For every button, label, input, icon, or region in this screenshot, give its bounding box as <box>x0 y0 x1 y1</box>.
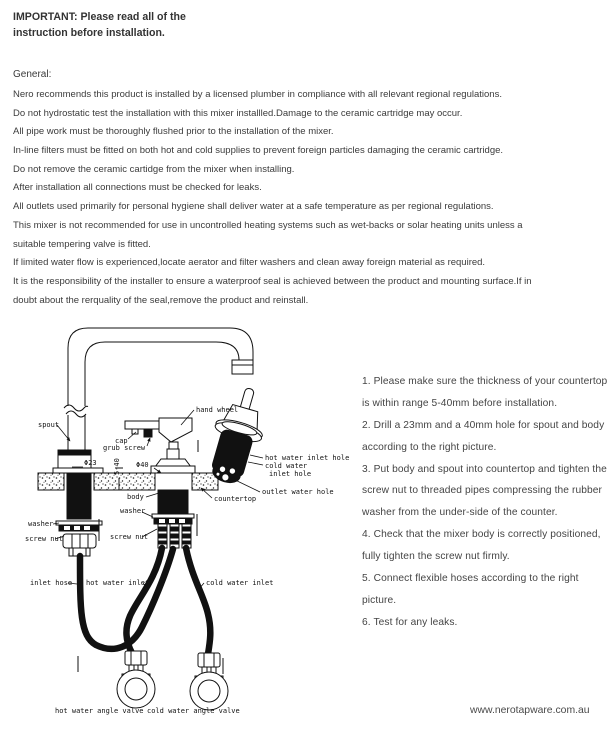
step-line: 6. Test for any leaks. <box>362 616 458 628</box>
spout-nozzle <box>232 360 253 374</box>
grub-screw <box>144 429 152 437</box>
page-heading <box>13 10 186 41</box>
step-line: picture. <box>362 594 397 606</box>
flexible-hoses <box>80 548 210 654</box>
general-section-label: General: <box>13 69 52 80</box>
diagram-linework <box>38 328 274 556</box>
washer-body-label: washer <box>120 507 146 515</box>
hand-wheel <box>159 418 192 442</box>
cold-water-inlet-hole-label-line2: inlet hole <box>269 470 312 478</box>
heading-line-2: instruction before installation. <box>13 26 165 39</box>
paragraph-line: doubt about the rerquality of the seal,remove the product and reinstall. <box>13 294 309 306</box>
step-line: 1. Please make sure the thickness of your countertop <box>362 376 608 387</box>
dia40-label: Φ40 <box>136 461 149 469</box>
installation-diagram <box>20 322 350 727</box>
cap-label: cap <box>115 437 128 445</box>
cold-water-angle-valve <box>190 653 228 710</box>
hand-wheel-label: hand wheel <box>196 406 239 414</box>
paragraph-line: All pipe work must be thoroughly flushed prior to the installation of the mixer. <box>13 126 334 138</box>
hot-water-angle-valve <box>78 651 155 708</box>
step-line: 5. Connect flexible hoses according to the right <box>362 573 579 585</box>
paragraph-line: After installation all connections must be checked for leaks. <box>13 182 262 194</box>
paragraph-line: If limited water flow is experienced,locate aerator and filter washers and clean away foreign material as required. <box>13 257 486 269</box>
screw-nut-spout-label: screw nut <box>25 535 63 543</box>
paragraph-line: It is the responsibility of the installer to ensure a waterproof seal is achieved between the product and mounting surface.If in <box>13 275 532 287</box>
paragraph-line: This mixer is not recommended for use in uncontrolled heating systems such as wet-backs or solar heating units unless a <box>13 219 523 231</box>
paragraph-line: All outlets used primarily for personal hygiene shall deliver water at a safe temperature as per regional regulations. <box>13 201 494 213</box>
paragraph-line: Nero recommends this product is installed by a licensed plumber in compliance with all relevant regional regulations. <box>13 89 502 100</box>
hot-water-inlet-hole-label: hot water inlet hole <box>265 454 350 462</box>
website-url: www.nerotapware.com.au <box>470 705 590 716</box>
paragraph-line: Do not remove the ceramic cartidge from the mixer when installing. <box>13 163 295 175</box>
step-line: fully tighten the screw nut firmly. <box>362 551 510 563</box>
thickness-dimension-label: 5-40 <box>113 458 121 475</box>
inlet-hose-label: inlet hose <box>30 579 73 587</box>
screw-nut-body-label: screw nut <box>110 533 148 541</box>
step-line: 4. Check that the mixer body is correctly positioned, <box>362 529 601 541</box>
step-line: washer from the under-side of the counter. <box>362 507 558 519</box>
dia23-label: Φ23 <box>84 459 97 467</box>
installation-steps <box>362 376 616 639</box>
countertop-label: countertop <box>214 495 257 503</box>
cold-water-angle-valve-label: cold water angle valve <box>147 707 240 715</box>
outlet-water-hole-label: outlet water hole <box>262 488 334 496</box>
paragraph-line: Do not hydrostatic test the installation with this mixer installled.Damage to the ceramic cartridge may occur. <box>13 107 463 119</box>
washer-spout-label: washer <box>28 520 54 528</box>
mixer-body-detail <box>201 382 274 488</box>
paragraph-line: suitable tempering valve is fitted. <box>13 238 151 250</box>
countertop-section <box>38 473 218 490</box>
step-line: is within range 5-40mm before installation. <box>362 397 558 409</box>
body-undercounter-assembly <box>152 490 194 548</box>
grub-screw-label: grub screw <box>103 444 146 452</box>
step-line: screw nut to threaded pipes compressing the rubber <box>362 485 603 497</box>
hot-water-inlet-label: hot water inlet <box>86 579 150 587</box>
cold-water-inlet-hole-label-line1: cold water <box>265 462 308 470</box>
step-line: 2. Drill a 23mm and a 40mm hole for spout and body <box>362 419 605 431</box>
angle-valves <box>78 651 228 710</box>
heading-line-1: IMPORTANT: Please read all of the <box>13 11 186 23</box>
cold-water-inlet-label: cold water inlet <box>206 579 274 587</box>
cold-water-hose-path <box>186 548 210 654</box>
step-line: 3. Put body and spout into countertop and tighten the <box>362 463 607 475</box>
step-line: according to the right picture. <box>362 441 497 453</box>
hot-water-angle-valve-label: hot water angle valve <box>55 707 144 715</box>
general-paragraphs <box>13 89 613 313</box>
spout-label: spout <box>38 421 60 429</box>
body-label: body <box>127 493 144 501</box>
body-dome <box>151 449 195 473</box>
paragraph-line: In-line filters must be fitted on both hot and cold supplies to prevent foreign particles damaging the ceramic cartridge. <box>13 145 504 157</box>
